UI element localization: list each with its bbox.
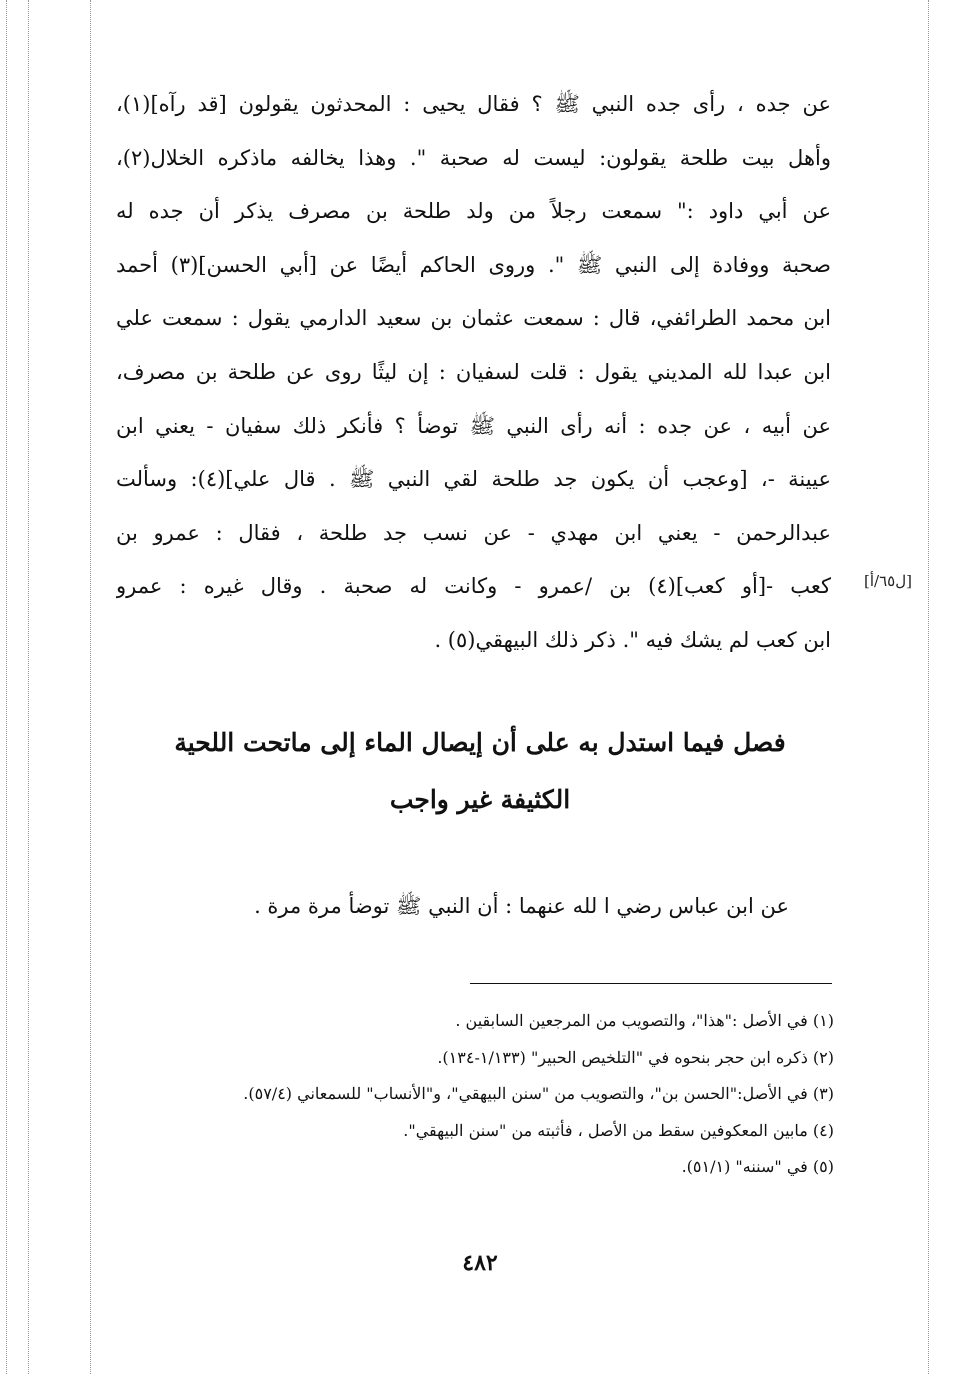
hadith-text: عن ابن عباس رضي ا لله عنهما : أن النبي ﷺ توضأ مرة مرة . <box>254 894 789 918</box>
text-line: ابن محمد الطرائفي، قال : سمعت عثمان بن سعيد الدارمي يقول : سمعت علي <box>116 306 831 331</box>
text-line: وأهل بيت طلحة يقولون: ليست له صحبة ". وهذا يخالفه ماذكره الخلال(٢)، <box>116 145 831 170</box>
page-number: ٤٨٢ <box>462 1250 498 1276</box>
footnote: (١) في الأصل :"هذا"، والتصويب من المرجعين السابقين . <box>455 1011 834 1030</box>
text-line: عن أبيه ، عن جده : أنه رأى النبي ﷺ توضأ ؟ فأنكر ذلك سفيان - يعني ابن <box>116 413 831 438</box>
footnote: (٥) في "سننه" (٥١/١). <box>681 1157 834 1176</box>
scan-guide-line <box>928 0 929 1374</box>
scan-guide-line <box>6 0 7 1374</box>
text-line: ابن عبدا لله المديني يقول : قلت لسفيان : إن ليثًا روى عن طلحة بن مصرف، <box>116 359 831 384</box>
scan-guide-line <box>90 0 91 1374</box>
scan-guide-line <box>28 0 29 1374</box>
footnotes-list <box>114 1003 834 1186</box>
section-heading-line-2: الكثيفة غير واجب <box>389 785 571 814</box>
text-line: صحبة ووفادة إلى النبي ﷺ ". وروى الحاكم أيضًا عن [أبي الحسن](٣) أحمد <box>116 252 831 277</box>
text-line: ابن كعب لم يشك فيه ". ذكر ذلك البيهقي(٥) . <box>434 627 831 652</box>
text-line: كعب -[أو كعب](٤) بن /عمرو - وكانت له صحبة . وقال غيره : عمرو <box>116 574 831 599</box>
text-line: عن جده ، رأى جده النبي ﷺ ؟ فقال يحيى : المحدثون يقولون [قد رآه](١)، <box>116 92 831 116</box>
footnote: (٣) في الأصل:"الحسن بن"، والتصويب من "سنن البيهقي"، و"الأنساب" للسمعاني (٥٧/٤). <box>243 1084 834 1103</box>
main-text-block <box>116 78 831 668</box>
footnote: (٤) مابين المعكوفين سقط من الأصل ، فأثبته من "سنن البيهقي". <box>403 1120 834 1140</box>
text-line: عبدالرحمن - يعني ابن مهدي - عن نسب جد طلحة ، فقال : عمرو بن <box>116 520 831 545</box>
footnote: (٢) ذكره ابن حجر بنحوه في "التلخيص الحبير" (١/١٣٣-١٣٤). <box>437 1047 834 1067</box>
text-line: عن أبي داود :" سمعت رجلاً من ولد طلحة بن مصرف يذكر أن جده له <box>116 199 831 224</box>
text-line: عيينة -، [وعجب أن يكون جد طلحة لقي النبي ﷺ . قال علي](٤): وسألت <box>116 467 831 492</box>
manuscript-folio-marker: [ل٦٥/أ] <box>864 572 912 590</box>
section-heading-line-1: فصل فيما استدل به على أن إيصال الماء إلى ماتحت اللحية <box>174 728 786 757</box>
footnote-separator <box>470 983 832 984</box>
